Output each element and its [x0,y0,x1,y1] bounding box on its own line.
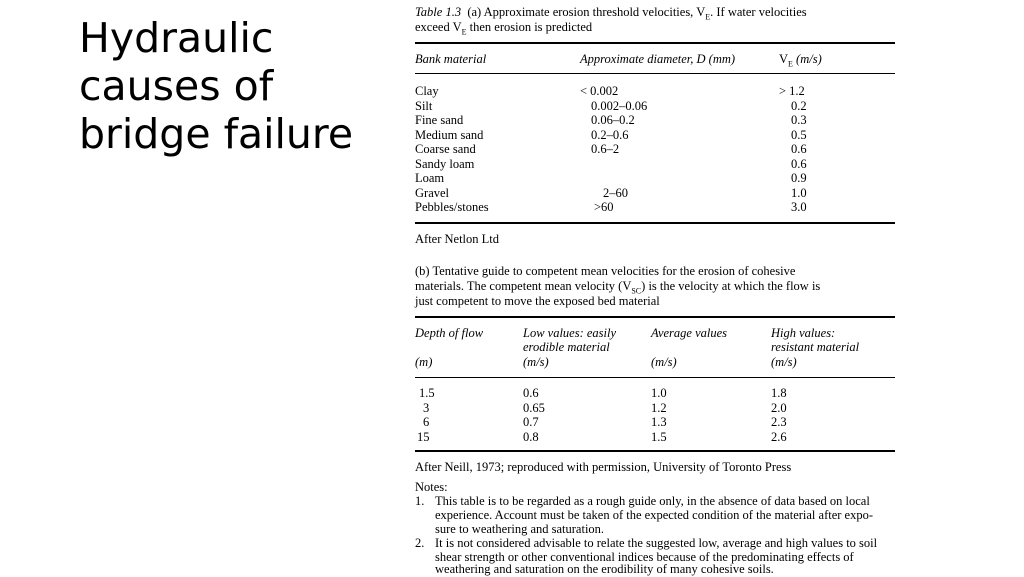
header-low-unit: (m/s) [523,355,549,369]
cell-material: Coarse sand [415,142,476,156]
header-avg-unit: (m/s) [651,355,677,369]
cell-material: Pebbles/stones [415,200,489,214]
cell-diameter: < 0.002 [580,84,619,98]
table-a-caption-text: (a) Approximate erosion threshold velocities, V [467,5,706,19]
cell-diameter: 0.2–0.6 [591,127,629,142]
cell-velocity: 0.5 [791,127,807,142]
cell-diameter: 0.6–2 [591,142,620,156]
cell-low: 0.7 [523,415,539,429]
cell-diameter: >60 [594,200,614,214]
header-diameter: Approximate diameter, D (mm) [580,52,736,66]
table-a-caption2-end: then erosion is predicted [466,20,593,34]
header-velocity-unit: (m/s) [792,52,822,66]
cell-material: Medium sand [415,127,484,142]
header-velocity [779,52,822,72]
cell-diameter: 0.002–0.06 [591,98,648,113]
note-number: 2. [415,536,425,550]
erosion-velocity-table-image [405,0,895,575]
table-row [405,386,895,401]
table-a-source: After Netlon Ltd [415,232,500,246]
header-low-2: erodible material [523,340,610,354]
header-avg: Average values [651,326,728,340]
cell-material: Loam [415,171,445,185]
table-b-caption-line3: just competent to move the exposed bed material [415,294,660,308]
header-high-unit: (m/s) [771,355,797,369]
cell-material: Silt [415,98,433,113]
cell-low: 0.6 [523,386,539,400]
note-line: weathering and saturation on the erodibility of many cohesive soils. [435,562,774,576]
table-row [405,113,895,128]
table-a-caption-end: . If water velocities [710,5,807,19]
header-depth: Depth of flow [415,326,484,340]
notes-heading: Notes: [415,480,448,494]
header-depth-unit: (m) [415,355,433,369]
table-row [405,171,895,186]
note-line: shear strength or other conventional indices because of the predominating effects of [435,550,854,564]
cell-diameter: 0.06–0.2 [591,113,635,127]
table-a-caption-line2 [415,20,592,40]
note-line: This table is to be regarded as a rough guide only, in the absence of data based on local [435,494,870,508]
cell-diameter: 2–60 [603,185,628,200]
header-low-1: Low values: easily [523,326,617,340]
cell-material: Sandy loam [415,156,475,171]
table-label: Table 1.3 [415,5,462,19]
cell-velocity: > 1.2 [779,84,805,98]
table-b-header-rule [415,377,895,378]
cell-avg: 1.3 [651,415,667,429]
header-high-1: High values: [771,326,836,340]
table-a-header-rule [415,73,895,74]
cell-velocity: 0.2 [791,98,807,113]
cell-depth: 1.5 [419,386,435,400]
cell-high: 1.8 [771,386,787,400]
table-b-bottom-rule [415,450,895,452]
note-line: It is not considered advisable to relate the suggested low, average and high values to soil [435,536,878,550]
table-a-bottom-rule [415,222,895,224]
table-row [405,415,895,430]
table-row [405,84,895,99]
cell-avg: 1.0 [651,386,667,400]
cell-velocity: 0.9 [791,171,807,185]
cell-low: 0.65 [523,400,545,415]
table-a-caption2-pre: exceed V [415,20,462,34]
table-a-top-rule [415,42,895,44]
table-b-caption2-pre: materials. The competent mean velocity (V [415,279,632,293]
header-velocity-v: V [779,52,789,66]
cell-material: Fine sand [415,113,464,127]
cell-material: Clay [415,84,439,98]
cell-velocity: 1.0 [791,185,807,200]
cell-low: 0.8 [523,429,539,444]
table-row [405,142,895,157]
note-line: experience. Account must be taken of the expected condition of the material after expo- [435,508,874,522]
table-b-source: After Neill, 1973; reproduced with permission, University of Toronto Press [415,460,792,474]
table-b-caption-line1: (b) Tentative guide to competent mean velocities for the erosion of cohesive [415,264,796,278]
table-row [405,99,895,114]
header-bank-material: Bank material [415,52,487,66]
cell-avg: 1.5 [651,429,667,444]
cell-velocity: 0.6 [791,156,807,171]
cell-high: 2.3 [771,415,787,429]
table-row [405,157,895,172]
cell-material: Gravel [415,185,450,200]
note-line: sure to weathering and saturation. [435,522,605,536]
header-high-2: resistant material [771,340,860,354]
table-row [405,200,895,215]
cell-depth: 6 [423,415,430,429]
cell-avg: 1.2 [651,400,667,415]
cell-velocity: 0.3 [791,113,807,127]
cell-high: 2.0 [771,400,787,415]
table-b-top-rule [415,316,895,318]
table-row [405,430,895,445]
cell-velocity: 3.0 [791,200,807,214]
table-b-caption2-sub: SC [631,286,642,296]
note-number: 1. [415,494,425,508]
table-row [405,401,895,416]
cell-depth: 3 [423,400,430,415]
table-row [405,128,895,143]
cell-high: 2.6 [771,429,787,444]
cell-depth: 15 [417,429,430,444]
table-b-caption2-end: ) is the velocity at which the flow is [641,279,821,293]
header-velocity-sub: E [788,59,793,69]
slide-title: Hydraulic causes of bridge failure [79,14,354,158]
table-a-caption2-sub: E [461,27,467,37]
table-a-caption-sub: E [705,12,711,22]
table-row [405,186,895,201]
cell-velocity: 0.6 [791,142,807,156]
